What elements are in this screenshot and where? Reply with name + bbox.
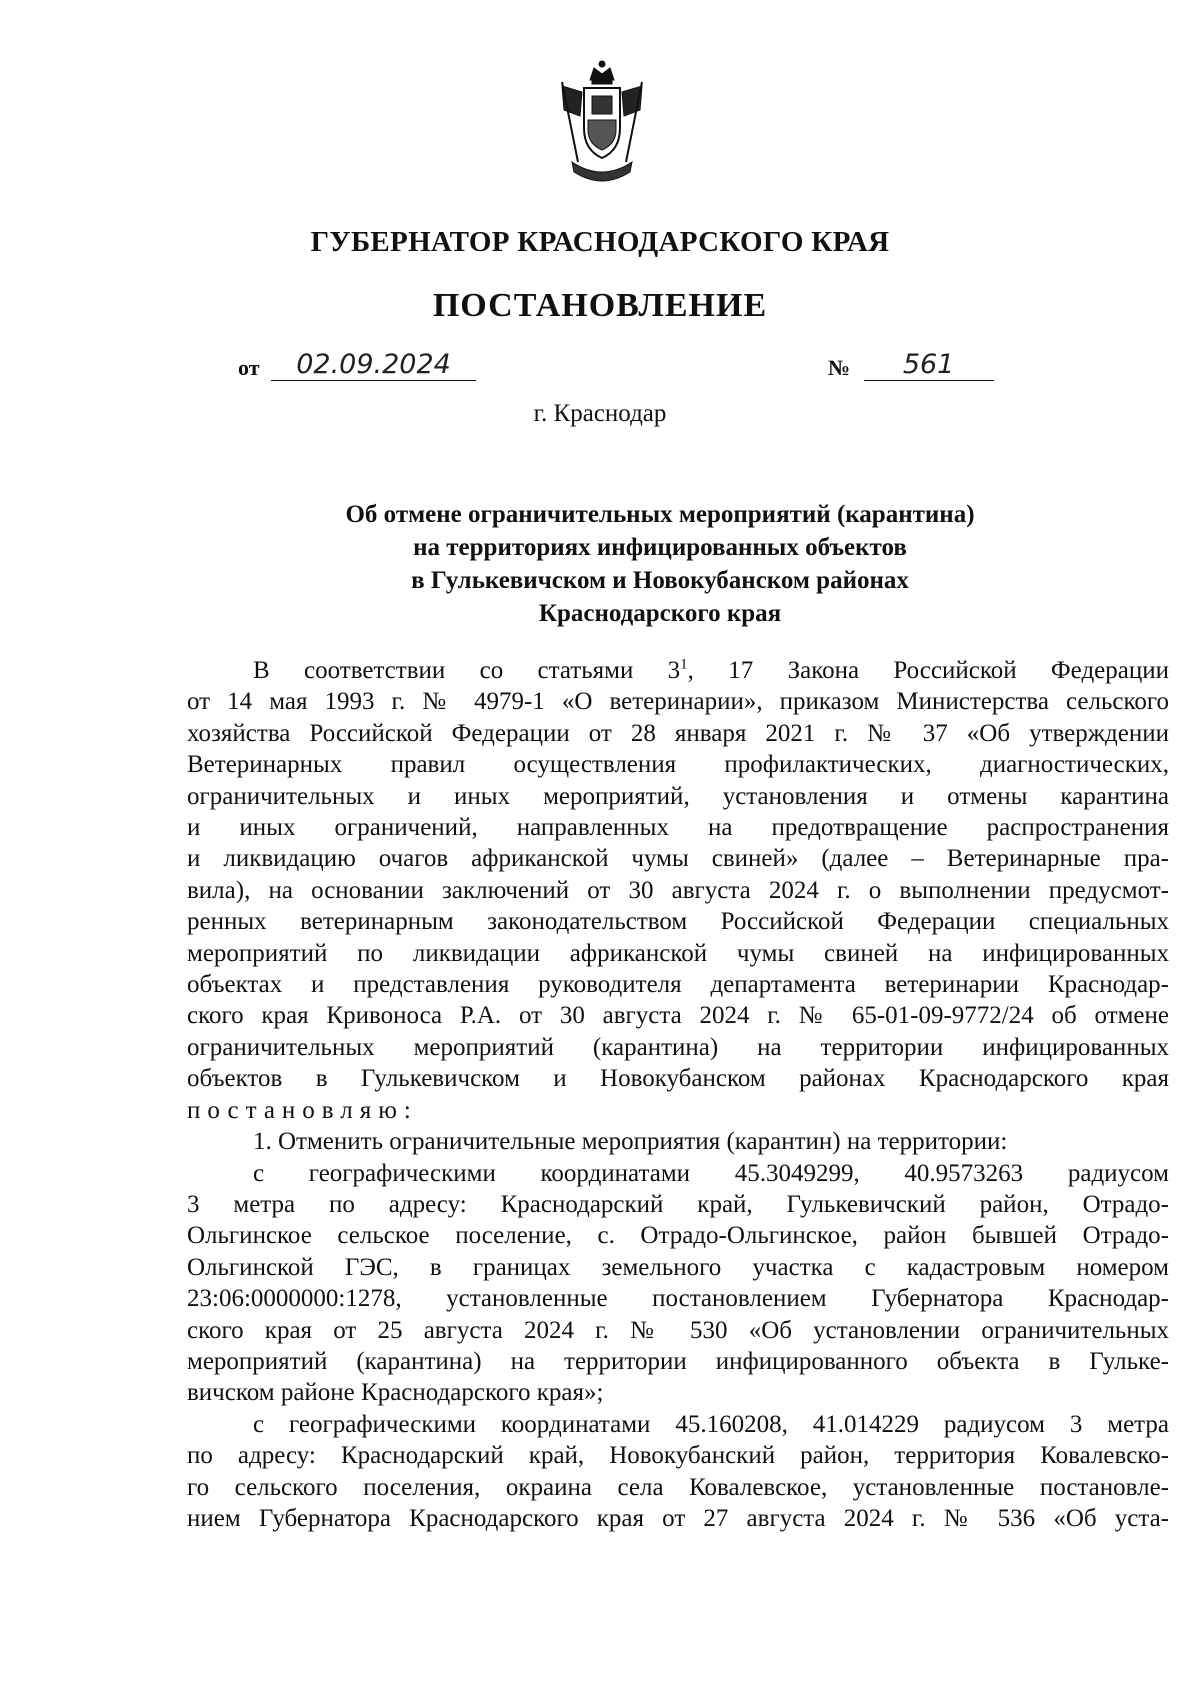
body-line: объектов в Гулькевичском и Новокубанском районах Краснодарского края (187, 1065, 1169, 1093)
body-line: с географическими координатами 45.3049299, 40.9573263 радиусом (253, 1159, 1169, 1187)
body-line: Ольгинское сельское поселение, с. Отрадо-Ольгинское, район бывшей Отрадо- (187, 1222, 1169, 1250)
body-line: ского края от 25 августа 2024 г. № 530 «Об установлении ограничительных (187, 1316, 1169, 1344)
body-line: Ветеринарных правил осуществления профилактических, диагностических, (187, 751, 1169, 779)
body-line: хозяйства Российской Федерации от 28 января 2021 г. № 37 «Об утверждении (187, 719, 1169, 747)
document-body (187, 655, 1169, 1534)
body-line: 23:06:0000000:1278, установленные постановлением Губернатора Краснодар- (187, 1285, 1169, 1313)
body-line: объектах и представления руководителя департамента ветеринарии Краснодар- (187, 971, 1169, 999)
city: г. Краснодар (533, 400, 667, 427)
document-type-title: ПОСТАНОВЛЕНИЕ (432, 287, 768, 324)
body-line: от 14 мая 1993 г. № 4979-1 «О ветеринарии», приказом Министерства сельского (187, 688, 1169, 716)
date-field (238, 350, 476, 390)
body-text: В соответствии со статьями 3 (253, 657, 681, 684)
body-line: вичском районе Краснодарского края»; (187, 1379, 604, 1407)
body-line: и иных ограничений, направленных на предотвращение распространения (187, 814, 1169, 842)
subject-line: Об отмене ограничительных мероприятий (карантина) (345, 501, 975, 528)
body-line (187, 655, 1169, 686)
body-line: мероприятий по ликвидации африканской чумы свиней на инфицированных (187, 939, 1169, 967)
number-label: № (828, 355, 851, 380)
body-line: с географическими координатами 45.160208, 41.014229 радиусом 3 метра (253, 1410, 1169, 1438)
body-line: ограничительных и иных мероприятий, установления и отмены карантина (187, 782, 1169, 810)
body-line: го сельского поселения, окраина села Ковалевское, установленные постановле- (187, 1473, 1169, 1501)
decree-word: постановляю: (187, 1096, 418, 1124)
document-subject (280, 498, 1040, 630)
superscript: 1 (680, 656, 688, 673)
number-value: 561 (864, 350, 994, 381)
date-value: 02.09.2024 (271, 350, 476, 381)
date-label: от (238, 355, 260, 380)
number-field (828, 350, 994, 390)
item-heading: 1. Отменить ограничительные мероприятия (карантин) на территории: (253, 1128, 1008, 1156)
body-line: ограничительных мероприятий (карантина) на территории инфицированных (187, 1033, 1169, 1061)
body-line: Ольгинской ГЭС, в границах земельного участка с кадастровым номером (187, 1253, 1169, 1281)
body-line: ского края Кривоноса Р.А. от 30 августа 2024 г. № 65-01-09-9772/24 об отмене (187, 1002, 1169, 1030)
subject-line: Краснодарского края (538, 600, 782, 627)
subject-line: на территориях инфицированных объектов (413, 534, 907, 561)
body-line: и ликвидацию очагов африканской чумы свиней» (далее – Ветеринарные пра- (187, 845, 1169, 873)
issuing-authority: ГУБЕРНАТОР КРАСНОДАРСКОГО КРАЯ (310, 226, 890, 258)
body-line: вила), на основании заключений от 30 августа 2024 г. о выполнении предусмот- (187, 876, 1169, 904)
body-line: нием Губернатора Краснодарского края от 27 августа 2024 г. № 536 «Об уста- (187, 1504, 1169, 1532)
body-line: 3 метра по адресу: Краснодарский край, Гулькевичский район, Отрадо- (187, 1190, 1169, 1218)
body-line: по адресу: Краснодарский край, Новокубанский район, территория Ковалевско- (187, 1442, 1169, 1470)
body-line: мероприятий (карантина) на территории инфицированного объекта в Гульке- (187, 1347, 1169, 1375)
body-line: ренных ветеринарным законодательством Российской Федерации специальных (187, 908, 1169, 936)
coat-of-arms-emblem (552, 58, 652, 190)
body-text: , 17 Закона Российской Федерации (687, 657, 1169, 684)
subject-line: в Гулькевичском и Новокубанском районах (411, 567, 909, 594)
